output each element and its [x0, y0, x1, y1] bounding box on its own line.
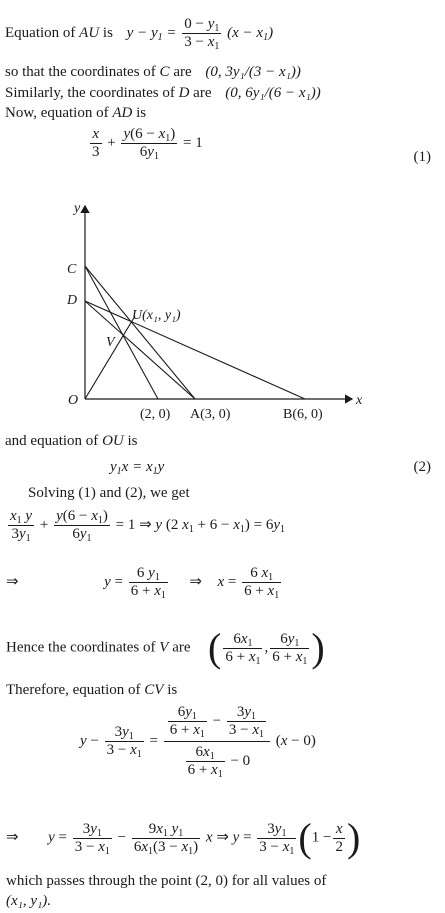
line-ca — [85, 266, 195, 399]
line-coord-d — [5, 84, 321, 102]
label-b: B(6, 0) — [283, 407, 323, 422]
text: Hence the coordinates of — [6, 639, 160, 656]
equation-cv: y − $\frac{3y_1}{3 - x_1}$ = $\frac{6y_1}{6 + x_1}$ − $\frac{3y_1}{3 - x_1}$ $\frac{6x_1}{6 + x_1}$ − 0 (x − 0) — [80, 704, 316, 780]
line-c-20 — [85, 266, 158, 399]
var-cv: CV — [144, 682, 164, 698]
fraction: $\frac{y(6 - x_1)}{6y_1}$ — [123, 126, 176, 162]
line-solving: Solving (1) and (2), we get — [28, 485, 190, 501]
coord-c: (0, 3y₁/(3 − x₁)) — [205, 64, 301, 80]
text: is — [132, 105, 147, 121]
var-c: C — [159, 64, 170, 80]
label-point-2-0: (2, 0) — [140, 407, 171, 422]
text: Equation of — [5, 24, 80, 41]
line-equation-ad — [5, 104, 146, 122]
fraction: $\frac{y(6 - x_1)}{6y_1}$ — [56, 508, 108, 544]
text: is — [123, 433, 138, 449]
var-ou: OU — [102, 433, 124, 449]
formula-au: $y - y_1$ = — [126, 24, 177, 43]
var-d: D — [178, 85, 190, 101]
equation-solution: ⇒ y = $\frac{6 y_1}{6 + x_1}$ ⇒ x = $\frac{6 x_1}{6 + x_1}$ — [6, 565, 280, 601]
fraction: $\frac{6x_1}{6 + x_1}$ — [225, 630, 261, 667]
equation-number-2: (2) — [413, 459, 431, 475]
text: Therefore, equation of — [6, 682, 145, 698]
equation-1: $\frac{x}{3}$ + $\frac{y(6 - x_1)}{6y_1}$ = 1 — [92, 126, 203, 162]
line-db — [85, 301, 305, 399]
fraction: $\frac{6x_1}{6 + x_1}$ — [187, 744, 223, 780]
fraction: $\frac{6 y_1}{6 + x_1}$ — [130, 565, 166, 601]
equation-combined: $\frac{x_1 y}{3y_1}$ + $\frac{y(6 - x_1)}{6y_1}$ = 1 ⇒ y (2 $x_1 + 6 - x_1) = 6y_1$ — [10, 508, 285, 544]
var-au: AU — [79, 24, 100, 41]
text: is — [163, 682, 178, 698]
text: is — [99, 24, 113, 41]
label-u: U(x₁, y₁) — [132, 308, 181, 323]
fraction: $\frac{x}{2}$ — [335, 820, 343, 855]
fraction: $\frac{3y_1}{3 - x_1}$ — [228, 704, 264, 740]
line-equation-cv — [6, 681, 177, 699]
fraction: $\frac{9x_1 y_1}{6x_1(3 - x_1)}$ — [133, 820, 199, 857]
text: so that the coordinates of — [5, 64, 160, 80]
fraction: $\frac{3y_1}{3 - x_1}$ — [74, 820, 110, 857]
fraction: $\frac{3y_1}{3 - x_1}$ — [106, 724, 142, 760]
text: are — [189, 85, 212, 101]
text: are — [169, 64, 192, 80]
line-equation-ou — [5, 432, 138, 450]
text: are — [168, 639, 191, 656]
text: Similarly, the coordinates of — [5, 85, 179, 101]
label-c: C — [67, 262, 77, 277]
coord-d: (0, 6y₁/(6 − x₁)) — [225, 85, 321, 101]
equation-2: $y_1x = x_1y$ — [110, 459, 165, 477]
fraction: $\frac{0 - y_1}{3 - x_1}$ — [184, 16, 220, 52]
label-a: A(3, 0) — [190, 407, 231, 422]
text: and equation of — [5, 433, 103, 449]
label-v: V — [106, 335, 115, 350]
fraction: $\frac{x_1 y}{3y_1}$ — [10, 508, 33, 544]
geometry-figure — [0, 194, 445, 434]
line-equation-au — [5, 16, 273, 51]
formula-au-rhs: $(x - x_1)$ — [227, 24, 274, 43]
label-d: D — [67, 293, 78, 308]
fraction: $\frac{6y_1}{6 + x_1}$ — [272, 630, 308, 667]
equation-number-1: (1) — [413, 149, 431, 165]
var-ad: AD — [112, 105, 133, 121]
label-axis-x: x — [356, 393, 363, 408]
fraction: $\frac{3y_1}{3 - x_1}$ — [259, 820, 295, 857]
line-ou — [85, 316, 135, 399]
fraction: $\frac{6 x_1}{6 + x_1}$ — [244, 565, 280, 601]
label-axis-y: y — [74, 201, 81, 216]
fraction: $\frac{x}{3}$ — [92, 126, 100, 160]
line-conclusion: which passes through the point (2, 0) for all values of — [6, 873, 327, 889]
fraction: $\frac{6y_1}{6 + x_1}$ — [169, 704, 205, 740]
label-o: O — [68, 393, 79, 408]
line-coord-v: Hence the coordinates of V are ( $\frac{6x_1}{6 + x_1}$ , $\frac{6y_1}{6 + x_1}$ ) — [6, 625, 325, 670]
compound-fraction: $\frac{6y_1}{6 + x_1}$ − $\frac{3y_1}{3 - x_1}$ $\frac{6x_1}{6 + x_1}$ − 0 — [164, 704, 270, 779]
line-coord-c — [5, 63, 301, 81]
equation-final: ⇒ y = $\frac{3y_1}{3 - x_1}$ − $\frac{9x_1 y_1}{6x_1(3 - x_1)}$ x ⇒ y = $\frac{3y_1}{3 - x_1}$ (1 − $\frac{x}{2}$ ) — [6, 815, 361, 860]
text: Now, equation of — [5, 105, 113, 121]
line-conclusion-point: (x₁, y₁). — [6, 893, 51, 909]
var-v: V — [159, 639, 169, 656]
